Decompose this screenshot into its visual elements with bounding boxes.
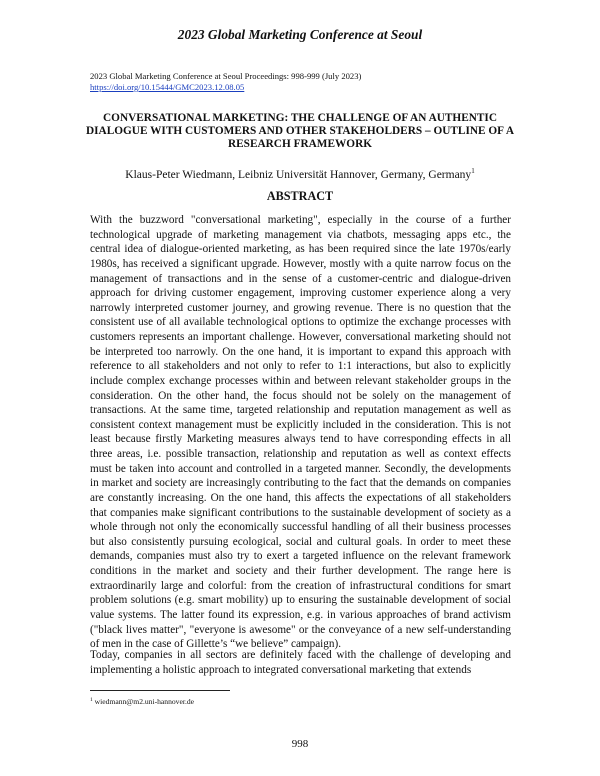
page-number: 998 [291, 738, 309, 750]
proceedings-citation [90, 71, 361, 93]
footnote-mark: 1 [90, 697, 93, 703]
footnote [90, 697, 194, 706]
author-affiliation: Klaus-Peter Wiedmann, Leibniz Universität Hannover, Germany, Germany [125, 169, 472, 181]
doi-link[interactable]: https://doi.org/10.15444/GMC2023.12.08.05 [90, 82, 245, 92]
footnote-email: wiedmann@m2.uni-hannover.de [94, 697, 195, 706]
abstract-paragraph-2: Today, companies in all sectors are definitely faced with the challenge of developing and implementing a holistic approach to integrated conversational marketing that extends [90, 649, 511, 676]
abstract-paragraph-1: With the buzzword "conversational marketing", especially in the course of a further technological upgrade of marketing management via chatbots, messaging apps etc., the central idea of dialogue-oriented marketing, as has been required since the late 1970s/early 1980s, has received a significant upgrade. However, mostly with a quite narrow focus on the management of transactions and in the sense of a customer-centric and dialogue-driven approach for driving customer engagement, improving customer experience along a very narrowly interpreted customer journey, and growing revenue. There is no question that the consistent use of all available technological options to optimize the exchange processes with customers represents an important challenge. However, conversational marketing should not be interpreted too narrowly. On the one hand, it is important to expand this approach with reference to all stakeholders and not only to refer to 1:1 interactions, but also to explicitly include complex exchange processes within and between relevant stakeholder groups in the consideration. On the other hand, the focus should not be solely on the management of transactions. At the same time, targeted relationship and reputation management as well as consistent context management must be explicitly included in the consideration. This is not least because firstly Marketing measures always tend to have corresponding effects in all three areas, i.e. possible transaction, relationship and reputation as well as context effects must be taken into account and controlled in a targeted manner. Secondly, the developments in market and society are increasingly contributing to the fact that the demands on companies are constantly increasing. On the one hand, this affects the expectations of all stakeholders that companies make significant contributions to the sustainable development of society as a whole through not only the economically successful handling of all their business processes but also consistently pursuing ecological, social and cultural goals. In order to meet these demands, companies must also try to exert a targeted influence on the relevant framework conditions in the market and society and their further development. The range here is extraordinarily large and colorful: from the creation of infrastructural conditions for smart problem solutions (e.g. smart mobility) up to ensuring the sustainable development of social value systems. The latter found its expression, e.g. in various approaches of brand activism ("black lives matter", "everyone is awesome" or the conveyance of a new self-understanding of men in the case of Gillette’s “we believe” campaign). [90, 214, 511, 651]
proceedings-line: 2023 Global Marketing Conference at Seoul Proceedings: 998-999 (July 2023) [90, 71, 362, 81]
footnote-divider [90, 690, 230, 691]
paper-title: CONVERSATIONAL MARKETING: THE CHALLENGE OF AN AUTHENTIC DIALOGUE WITH CUSTOMERS AND OTHER STAKEHOLDERS – OUTLINE OF A RESEARCH FRAMEWORK [85, 112, 514, 151]
running-head: 2023 Global Marketing Conference at Seoul [177, 27, 423, 42]
abstract-heading: ABSTRACT [266, 189, 334, 203]
author-line [0, 167, 600, 181]
author-footnote-mark[interactable]: 1 [471, 167, 475, 175]
